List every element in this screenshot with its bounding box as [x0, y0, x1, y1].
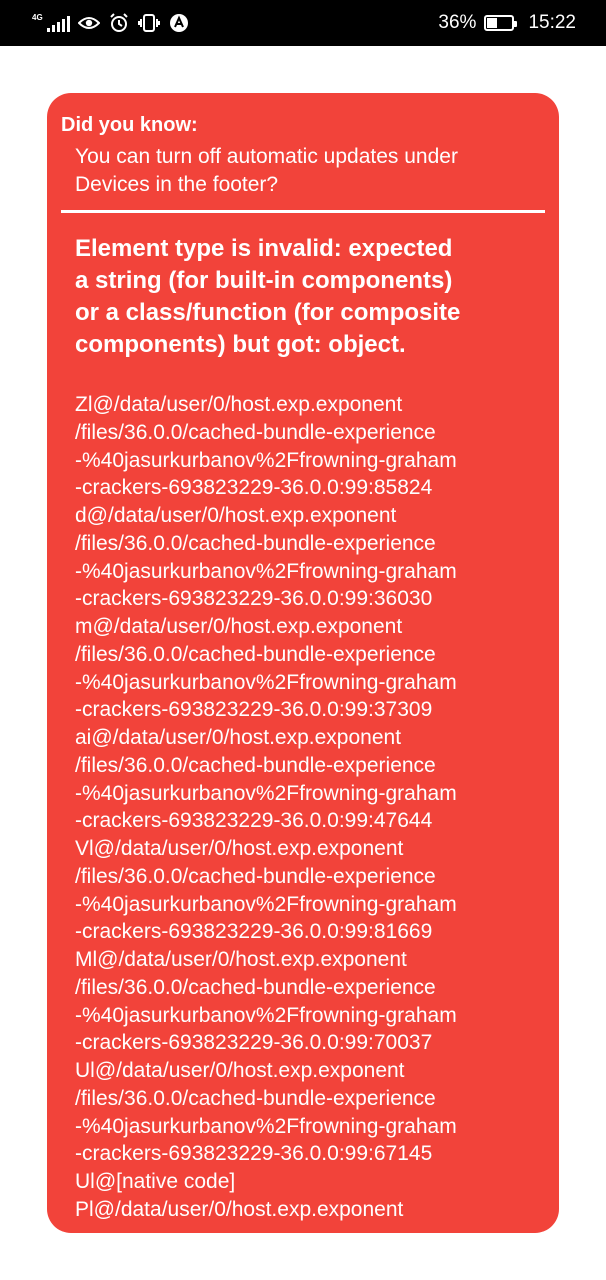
stack-trace-line: /files/36.0.0/cached-bundle-experience [75, 531, 436, 555]
error-message-line: Element type is invalid: expected [75, 235, 453, 262]
stack-trace-line: Ml@/data/user/0/host.exp.exponent [75, 948, 407, 971]
stack-trace-line: -%40jasurkurbanov%2Ffrowning-graham [75, 1003, 457, 1027]
battery-icon [484, 15, 514, 31]
stack-trace-line: -%40jasurkurbanov%2Ffrowning-graham [75, 1114, 457, 1138]
nav-a-icon [168, 12, 190, 34]
stack-trace-line: /files/36.0.0/cached-bundle-experience [75, 864, 436, 888]
stack-trace-line: Pl@/data/user/0/host.exp.exponent [75, 1197, 404, 1221]
stack-trace-line: -crackers-693823229-36.0.0:99:85824 [75, 476, 433, 500]
battery-percent: 36% [438, 12, 477, 33]
divider [61, 210, 545, 213]
did-you-know-text [75, 143, 535, 199]
status-bar-left [32, 0, 190, 46]
stack-trace-line: -%40jasurkurbanov%2Ffrowning-graham [75, 781, 457, 805]
stack-trace-line: -crackers-693823229-36.0.0:99:47644 [75, 809, 433, 833]
stack-trace-line: ai@/data/user/0/host.exp.exponent [75, 726, 402, 749]
stack-trace-line: /files/36.0.0/cached-bundle-experience [75, 753, 436, 777]
stack-trace-line: Ul@/data/user/0/host.exp.exponent [75, 1059, 405, 1082]
clock: 15:22 [528, 12, 576, 33]
stack-trace-line: Vl@/data/user/0/host.exp.exponent [75, 837, 404, 860]
stack-trace-line: m@/data/user/0/host.exp.exponent [75, 615, 403, 638]
stack-trace-line: d@/data/user/0/host.exp.exponent [75, 504, 397, 527]
stack-trace-line: -crackers-693823229-36.0.0:99:70037 [75, 1031, 433, 1055]
stack-trace-line: /files/36.0.0/cached-bundle-experience [75, 1086, 436, 1110]
error-message [75, 233, 515, 361]
error-message-line: components) but got: object. [75, 331, 406, 358]
stack-trace-line: -%40jasurkurbanov%2Ffrowning-graham [75, 448, 457, 472]
network-type: 4G [32, 13, 43, 22]
stack-trace-line: -crackers-693823229-36.0.0:99:67145 [75, 1142, 433, 1166]
stack-trace[interactable] [75, 391, 545, 1224]
error-card [47, 93, 559, 1233]
stack-trace-line: /files/36.0.0/cached-bundle-experience [75, 420, 436, 444]
status-bar [0, 0, 606, 46]
did-you-know-title: Did you know: [61, 114, 198, 136]
eye-icon [78, 12, 100, 34]
vibrate-icon [138, 12, 160, 34]
stack-trace-line: -%40jasurkurbanov%2Ffrowning-graham [75, 670, 457, 694]
stack-trace-line: -%40jasurkurbanov%2Ffrowning-graham [75, 892, 457, 916]
error-message-line: or a class/function (for composite [75, 299, 461, 326]
stack-trace-line: /files/36.0.0/cached-bundle-experience [75, 642, 436, 666]
stack-trace-line: Zl@/data/user/0/host.exp.exponent [75, 393, 403, 416]
stack-trace-line: /files/36.0.0/cached-bundle-experience [75, 975, 436, 999]
stack-trace-line: Ul@[native code] [75, 1170, 236, 1193]
stack-trace-line: -crackers-693823229-36.0.0:99:81669 [75, 920, 433, 944]
did-you-know-line: Devices in the footer? [75, 173, 279, 196]
did-you-know-line: You can turn off automatic updates under [75, 145, 458, 168]
error-message-line: a string (for built-in components) [75, 267, 453, 294]
stack-trace-line: -crackers-693823229-36.0.0:99:37309 [75, 698, 433, 722]
stack-trace-line: -crackers-693823229-36.0.0:99:36030 [75, 587, 433, 611]
status-bar-right [438, 0, 576, 46]
alarm-icon [108, 12, 130, 34]
stack-trace-line: -%40jasurkurbanov%2Ffrowning-graham [75, 559, 457, 583]
signal-icon [32, 14, 70, 32]
